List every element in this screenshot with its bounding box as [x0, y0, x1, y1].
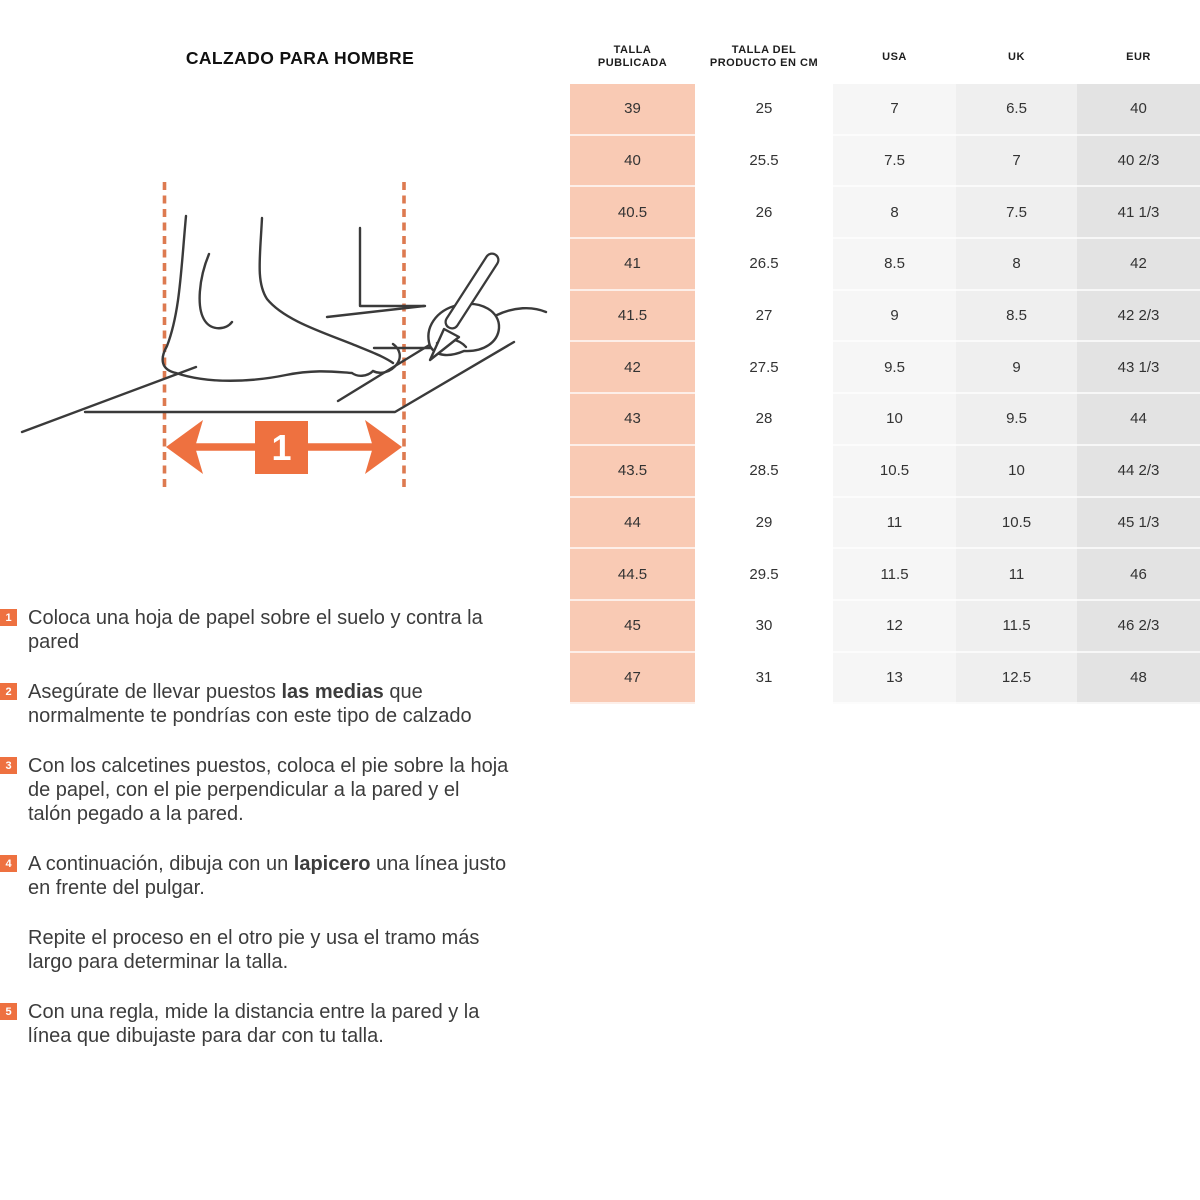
instruction-bold-text: lapicero	[293, 853, 371, 875]
size-cell: 10	[833, 394, 956, 446]
table-row	[570, 187, 1200, 239]
size-cell: 7	[833, 84, 956, 136]
size-cell: 43.5	[570, 446, 695, 498]
size-cell: 43 1/3	[1077, 342, 1200, 394]
size-cell: 25	[695, 84, 833, 136]
instruction-text: una línea justo en frente del pulgar.	[28, 853, 507, 899]
size-cell: 10	[956, 446, 1077, 498]
size-cell: 11.5	[956, 601, 1077, 653]
size-cell: 12	[833, 601, 956, 653]
column-header: TALLA DEL PRODUCTO EN CM	[709, 44, 819, 69]
table-row	[570, 394, 1200, 446]
step-number-badge: 3	[0, 757, 17, 774]
size-cell: 12.5	[956, 653, 1077, 705]
size-cell: 44	[1077, 394, 1200, 446]
size-cell: 11	[956, 549, 1077, 601]
size-cell: 9	[956, 342, 1077, 394]
column-header: USA	[882, 50, 907, 63]
size-cell: 43	[570, 394, 695, 446]
size-cell: 27.5	[695, 342, 833, 394]
size-cell: 6.5	[956, 84, 1077, 136]
size-cell: 26.5	[695, 239, 833, 291]
size-cell: 10.5	[956, 498, 1077, 550]
size-cell: 9	[833, 291, 956, 343]
size-cell: 42	[1077, 239, 1200, 291]
instruction-text: Repite el proceso en el otro pie y usa el tramo más largo para determinar la talla.	[28, 927, 480, 973]
size-cell: 8	[956, 239, 1077, 291]
column-header: TALLA PUBLICADA	[597, 44, 668, 69]
size-cell: 44.5	[570, 549, 695, 601]
table-row	[570, 498, 1200, 550]
table-row	[570, 136, 1200, 188]
page-title: CALZADO PARA HOMBRE	[185, 48, 415, 68]
size-cell: 7	[956, 136, 1077, 188]
instruction-item	[0, 754, 612, 826]
size-cell: 7.5	[956, 187, 1077, 239]
size-cell: 31	[695, 653, 833, 705]
size-cell: 40	[570, 136, 695, 188]
instruction-item	[0, 680, 612, 728]
size-cell: 8	[833, 187, 956, 239]
size-cell: 40	[1077, 84, 1200, 136]
measure-step-label: 1	[271, 427, 292, 468]
table-row	[570, 601, 1200, 653]
size-cell: 8.5	[833, 239, 956, 291]
table-row	[570, 291, 1200, 343]
table-row	[570, 342, 1200, 394]
size-cell: 39	[570, 84, 695, 136]
instruction-bold-text: las medias	[281, 681, 384, 703]
size-cell: 27	[695, 291, 833, 343]
size-cell: 28	[695, 394, 833, 446]
step-number-badge: 4	[0, 855, 17, 872]
column-header: EUR	[1126, 50, 1151, 63]
wall-corner-line	[360, 228, 425, 306]
instruction-text: Asegúrate de llevar puestos	[28, 681, 282, 703]
size-cell: 40 2/3	[1077, 136, 1200, 188]
size-cell: 40.5	[570, 187, 695, 239]
instruction-text: Con una regla, mide la distancia entre la pared y la línea que dibujaste para dar con tu talla.	[28, 1001, 480, 1047]
size-cell: 44 2/3	[1077, 446, 1200, 498]
table-body	[570, 84, 1200, 704]
instruction-item	[0, 852, 612, 900]
size-cell: 29	[695, 498, 833, 550]
table-row	[570, 446, 1200, 498]
size-cell: 46	[1077, 549, 1200, 601]
size-cell: 26	[695, 187, 833, 239]
size-cell: 41.5	[570, 291, 695, 343]
table-row	[570, 549, 1200, 601]
size-cell: 8.5	[956, 291, 1077, 343]
instruction-text: Con los calcetines puestos, coloca el pie sobre la hoja de papel, con el pie perpendicular a la pared y el talón pegado a la pared.	[28, 755, 509, 825]
size-cell: 10.5	[833, 446, 956, 498]
wrist-line	[497, 308, 546, 315]
instruction-text: Coloca una hoja de papel sobre el suelo y contra la pared	[28, 607, 483, 653]
step-number-badge: 1	[0, 609, 17, 626]
instruction-text: que normalmente te pondrías con este tipo de calzado	[28, 681, 472, 727]
instructions-list	[0, 606, 612, 1074]
size-cell: 41 1/3	[1077, 187, 1200, 239]
size-cell: 44	[570, 498, 695, 550]
size-cell: 48	[1077, 653, 1200, 705]
size-cell: 11.5	[833, 549, 956, 601]
size-cell: 42	[570, 342, 695, 394]
size-cell: 9.5	[956, 394, 1077, 446]
size-cell: 13	[833, 653, 956, 705]
instruction-text: A continuación, dibuja con un	[28, 853, 294, 875]
size-cell: 46 2/3	[1077, 601, 1200, 653]
size-cell: 25.5	[695, 136, 833, 188]
size-cell: 45	[570, 601, 695, 653]
foot-measurement-illustration	[0, 160, 560, 560]
size-cell: 28.5	[695, 446, 833, 498]
column-header: UK	[1008, 50, 1025, 63]
table-row	[570, 84, 1200, 136]
size-cell: 41	[570, 239, 695, 291]
size-cell: 11	[833, 498, 956, 550]
size-conversion-table	[570, 30, 1200, 704]
table-header-row	[570, 30, 1200, 84]
size-cell: 30	[695, 601, 833, 653]
size-cell: 29.5	[695, 549, 833, 601]
table-row	[570, 239, 1200, 291]
size-cell: 7.5	[833, 136, 956, 188]
foot-outline	[163, 216, 400, 381]
size-cell: 9.5	[833, 342, 956, 394]
instruction-item	[0, 606, 612, 654]
size-cell: 42 2/3	[1077, 291, 1200, 343]
step-number-badge: 2	[0, 683, 17, 700]
size-cell: 47	[570, 653, 695, 705]
instruction-item	[0, 1000, 612, 1048]
instruction-item	[0, 926, 612, 974]
size-cell: 45 1/3	[1077, 498, 1200, 550]
table-row	[570, 653, 1200, 705]
step-number-badge: 5	[0, 1003, 17, 1020]
